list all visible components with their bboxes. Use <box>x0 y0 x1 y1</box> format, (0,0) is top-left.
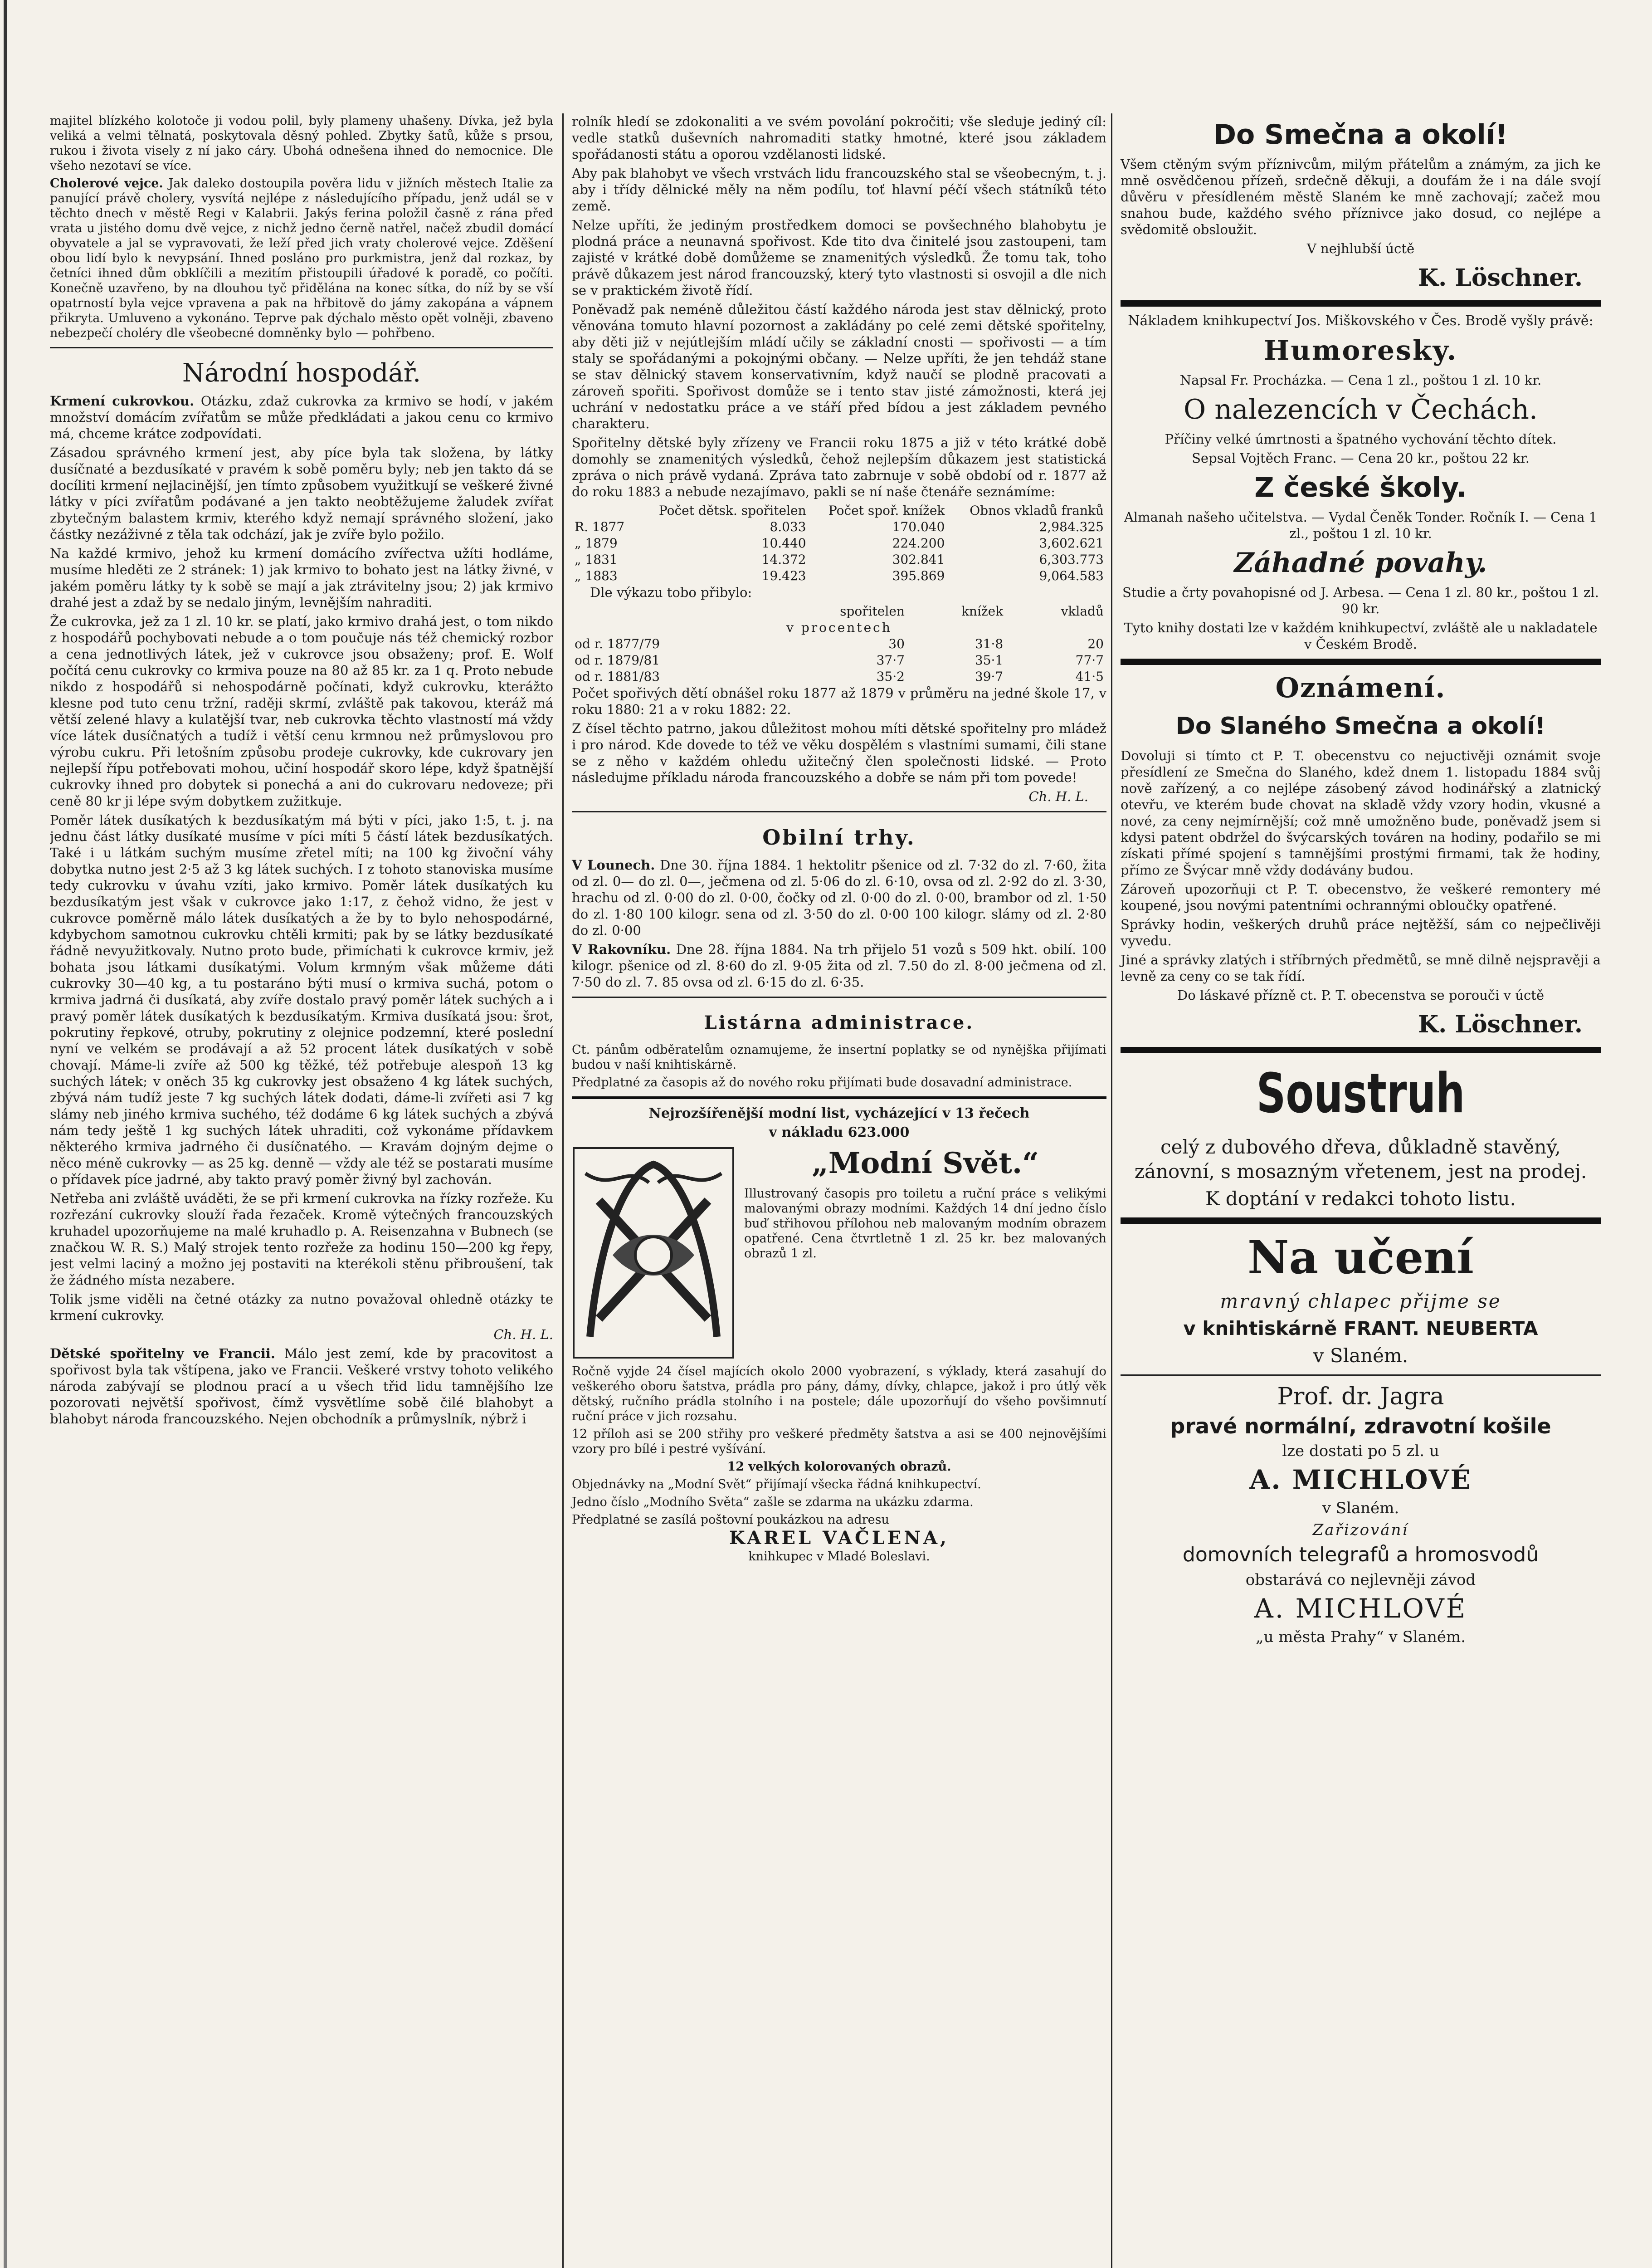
paragraph: Předplatné za časopis až do nového roku přijímati bude dosavadní administrace. <box>572 1075 1072 1090</box>
signature: Ch. H. L. <box>1028 789 1088 804</box>
column-left <box>50 113 553 2268</box>
ad-uceni-line: v Slaném. <box>1313 1344 1408 1367</box>
paragraph: Správky hodin, veškerých druhů práce nejtěžší, sám co nejpečlivěji vyvedu. <box>1121 917 1601 948</box>
article-krmeni-text: Otázku, zdaž cukrovka za krmivo se hodí, v jakém množství domácím zvířatům se může předkládati a jakou cenu co krmivo má, chceme krátce zodpovídati. <box>50 393 553 441</box>
ad-tel-line: domovních telegrafů a hromosvodů <box>1182 1543 1539 1566</box>
book-title: Z české školy. <box>1254 472 1467 503</box>
divider <box>1121 300 1601 307</box>
ad-soustruh-contact: K doptání v redakci tohoto listu. <box>1205 1188 1516 1210</box>
announcement-title: Oznámení. <box>1275 672 1446 704</box>
divider <box>572 811 1106 812</box>
table-cell: 31·8 <box>975 636 1004 651</box>
paragraph: Z čísel těchto patrno, jakou důležitost mohou míti dětské spořitelny pro mládež i pro národ. Kde dovede to též ve věku dospělém s vlastními sumami, čili stane se z něho v každém ohledu užitečný člen společnosti lidské. — Proto následujme příkladu národa francouzského a dobře se nám při tom povede! <box>572 721 1106 785</box>
table-cell: 224.200 <box>892 536 945 551</box>
ad-close: V nejhlubší úctě <box>1306 241 1415 256</box>
ad-kosile-line: Prof. dr. Jagra <box>1277 1383 1444 1410</box>
table-cell: 10.440 <box>761 536 806 551</box>
divider <box>50 347 553 348</box>
table-header-row <box>572 603 1106 620</box>
table-cell: „ 1831 <box>575 552 618 567</box>
table-cell: 2,984.325 <box>1039 519 1104 534</box>
table-row <box>572 568 1106 584</box>
divider <box>1121 1047 1601 1053</box>
table-cell: 8.033 <box>770 519 806 534</box>
ad-tel-shop: A. MICHLOVÉ <box>1254 1593 1467 1624</box>
table-cell: 20 <box>1087 636 1104 651</box>
table-row <box>572 669 1106 685</box>
page-edge-shadow <box>4 0 7 2268</box>
table-cell: 41·5 <box>1075 669 1104 684</box>
table-header: Počet spoř. knížek <box>828 503 945 518</box>
table-cell: 37·7 <box>876 653 905 668</box>
paragraph: Všem ctěným svým příznivcům, milým přátelům a známým, za jich ke mně osvědčenou přízeň, srdečně děkuji, a doufám že i na dále svojí důvěru v přesídleném městě Slaném ke mně zachovají; začež mou snahou bude, každého svého příznivce jako dosud, co nejlépe a svědomitě obsloužit. <box>1121 156 1601 237</box>
table-cell: 35·1 <box>975 653 1004 668</box>
divider <box>1121 1217 1601 1224</box>
article-sporitelny-lead: Dětské spořitelny ve Francii. <box>50 1346 275 1361</box>
table-header: Obnos vkladů franků <box>970 503 1104 518</box>
divider <box>572 1096 1106 1099</box>
book-title: O nalezencích v Čechách. <box>1184 394 1538 425</box>
book-info: Tyto knihy dostati lze v každém knihkupectví, zvláště ale u nakladatele v Českém Brodě. <box>1124 620 1598 652</box>
ad-books-intro: Nákladem knihkupectví Jos. Miškovského v Čes. Brodě vyšly právě: <box>1128 313 1594 329</box>
stats-table-growth <box>572 603 1106 685</box>
section-title-listarna: Listárna administrace. <box>704 1012 975 1033</box>
ad-modni-publisher: KAREL VAČLENA, <box>729 1527 949 1549</box>
market-louny-text: Dne 30. října 1884. 1 hektolitr pšenice od zl. 7·32 do zl. 7·60, žita od zl. 0— do zl. 0—, ječmena od zl. 5·06 do zl. 6·10, ovsa od zl. 2·92 do zl. 3·30, hrachu od zl. 0·00 do zl. 0·00, čočky od zl. 0·00 do zl. 0·00, brambor od zl. 1·50 do zl. 1·80 100 kilogr. sena od zl. 3·50 do zl. 0·00 100 kilogr. slámy od zl. 2·80 do zl. 0·00 <box>572 857 1106 938</box>
table-cell: 14.372 <box>761 552 806 567</box>
ad-modni-title: „Modní Svět.“ <box>812 1146 1039 1180</box>
paragraph: Na každé krmivo, jehož ku krmení domácího zvířectva užíti hodláme, musíme hleděti ze 2 stránek: 1) jak krmivo to bohato jest na látky živné, v jakém poměru látky ty k sobě se mají a jak ztrávitelny jsou; 2) jak krmivo drahé jest a zdaž by se nedalo jiným, levnějším nahraditi. <box>50 546 553 610</box>
market-rakovnik <box>572 941 1106 990</box>
article-cholera-lead: Cholerové vejce. <box>50 176 163 191</box>
ad-slany-title: Do Slaného Smečna a okolí! <box>1175 713 1546 740</box>
paragraph: Aby pak blahobyt ve všech vrstvách lidu francouzského stal se všeobecným, t. j. aby i třídy dělnické měly na něm podílu, toť hlavní péčí všech státníků této země. <box>572 166 1106 214</box>
book-info: Sepsal Vojtěch Franc. — Cena 20 kr., poštou 22 kr. <box>1192 450 1530 466</box>
paragraph: Tolik jsme viděli na četné otázky za nutno považoval ohledně otázky te krmení cukrovky. <box>50 1291 553 1323</box>
table-subheader-row <box>572 620 1106 636</box>
paragraph: Jedno číslo „Modního Světa“ zašle se zdarma na ukázku zdarma. <box>572 1495 974 1509</box>
ad-modni-publisher-sub: knihkupec v Mladé Boleslavi. <box>748 1549 930 1564</box>
table-header: knížek <box>961 604 1004 619</box>
paragraph: 12 příloh asi se 200 střihy pro veškeré předměty šatstva a asi se 400 nejnovějšími vzory pro bílé i pestré vyšívání. <box>572 1427 1106 1456</box>
table-subheader: v procentech <box>786 620 892 635</box>
paragraph: Jiné a správky zlatých i stříbrných předmětů, se mně dilně nejspravěji a levně za ceny co se tak řídí. <box>1121 952 1601 984</box>
article-krmeni <box>50 393 553 442</box>
table-row <box>572 552 1106 568</box>
ad-smecno-title: Do Smečna a okolí! <box>1213 119 1508 151</box>
book-info: Příčiny velké úmrtnosti a špatného vychování těchto dítek. <box>1165 431 1557 447</box>
section-title-trhy: Obilní trhy. <box>762 825 916 850</box>
paragraph: 12 velkých kolorovaných obrazů. <box>727 1460 951 1474</box>
ad-kosile-town: v Slaném. <box>1322 1499 1399 1517</box>
table-cell: 77·7 <box>1075 653 1104 668</box>
modni-svet-logo <box>572 1146 735 1359</box>
table-header <box>572 503 635 519</box>
divider <box>572 997 1106 998</box>
book-title: Humoresky. <box>1263 335 1458 367</box>
table-cell: 35·2 <box>876 669 905 684</box>
ad-signature: K. Löschner. <box>1418 264 1583 292</box>
ad-kosile-shop: A. MICHLOVÉ <box>1249 1464 1472 1495</box>
paragraph: Počet spořivých dětí obnášel roku 1877 až 1879 v průměru na jedné škole 17, v roku 1880: 21 a v roku 1882: 22. <box>572 685 1106 717</box>
paragraph: Zároveň upozorňuji ct P. T. obecenstvo, že veškeré remontery mé koupené, jsou novými patentními ochrannými obloučky opatřené. <box>1121 881 1601 913</box>
paragraph: Objednávky na „Modní Svět“ přijímají všecka řádná knihkupectví. <box>572 1477 981 1491</box>
table-header <box>572 603 761 620</box>
signature: Ch. H. L. <box>493 1327 553 1342</box>
ad-kosile-line: lze dostati po 5 zl. u <box>1282 1442 1439 1460</box>
divider <box>1121 1374 1601 1376</box>
book-info: Napsal Fr. Procházka. — Cena 1 zl., poštou 1 zl. 10 kr. <box>1179 372 1542 388</box>
book-info: Almanah našeho učitelstva. — Vydal Čeněk Tonder. Ročník I. — Cena 1 zl., poštou 1 zl. 10 kr. <box>1124 509 1598 541</box>
paragraph: Netřeba ani zvláště uváděti, že se při krmení cukrovka na řízky rozřeže. Ku rozřezání cukrovky slouží řada řezaček. Kromě výtečných francouzských kruhadel upozorňujeme na malé kruhadlo p. A. Reisenzahna v Bubnech (se značkou W. R. S.) Malý strojek tento rozřeže za hodinu 150—200 kg řepy, jest velmi laciný a možno jej postaviti na kterékoli stěnu přibroušení, tak že žádného místa nezabere. <box>50 1191 553 1288</box>
table-cell: 3,602.621 <box>1039 536 1104 551</box>
book-info: Studie a črty povahopisné od J. Arbesa. — Cena 1 zl. 80 kr., poštou 1 zl. 90 kr. <box>1122 585 1599 616</box>
paragraph: Poměr látek dusíkatých k bezdusíkatým má býti v píci, jako 1:5, t. j. na jednu část látky dusíkaté musíme v píci míti 5 částí látek bezdusíkatých. Také i u látkám suchým musíme zřetel míti; na 100 kg živoční váhy dobytka nutno jest 2·5 až 3 kg látek suchých. I z tohoto stanoviska musíme tedy cukrovku v úvahu vzíti, jako krmivo. Poměr látek dusíkatých ku bezdusíkatým jest však v cukrovce jako 1:17, z čehož vidno, že jest v cukrovce poměrně málo látek dusíkatých a že by to bylo nehospodárné, kdybychom samotnou cukrovku chtěli krmiti; pak by se látky bezdusíkaté řádně nevyužitkovaly. Nutno proto bude, přimíchati k cukrovce krmiv, jež bohata jsou látkami dusíkatými. Volum krmným však můžeme dáti cukrovky 30—40 kg, a tu postaráno býti musí o krmiva suchá, potom o krmiva jadrná či dusíkatá, aby zvíře dostalo pravý poměr látek suchých a i pravý poměr látek dusíkatých k bezdusíkatým. Krmiva dusíkatá jsou: šrot, pokrutiny řepkové, otruby, pokrutiny z olejnice podzemní, které poslední nyní ve velkém se prodávají a až 52 procent látek dusíkatých v sobě chovají. Máme-li zvíře až 500 kg těžké, též potřebuje alespoň 13 kg suchých látek; v oněch 35 kg cukrovky jest obsaženo 4 kg látek suchých, zbývá nám tudíž jeste 7 kg suchých látek dodati, dáme-li zvířeti asi 7 kg slámy neb jiného krmiva suchého, též dodáme 6 kg látek suchých a zbývá nám tedy ještě 1 kg suchých látek uhraditi, což vykonáme přídavkem některého krmiva jadrného či dusíčnatého. — Kravám dojným dejme o něco méně cukrovky — as 25 kg. denně — vždy ale též se postarati musíme o přídavek píce jadrné, aby takto pravý poměr živný byl zachován. <box>50 812 553 1187</box>
table-header: spořitelen <box>840 604 905 619</box>
paragraph: Spořitelny dětské byly zřízeny ve Francii roku 1875 a již v této krátké době domohly se znamenitých výsledků, čehož nejlepším důkazem jest statistická zpráva o nich právě vydaná. Zpráva tato zabrnuje v sobě období od r. 1877 až do roku 1883 a nebude nezajímavo, pakli se ní naše čtenáře seznámíme: <box>572 435 1106 499</box>
table-cell: od r. 1881/83 <box>575 669 660 684</box>
table-cell: „ 1879 <box>575 536 618 551</box>
column-right <box>1111 113 1601 2268</box>
market-louny-lead: V Lounech. <box>572 857 655 873</box>
table-cell: „ 1883 <box>575 568 618 583</box>
table-header: vkladů <box>1061 604 1104 619</box>
section-title-hospodar: Národní hospodář. <box>182 358 421 388</box>
column-middle <box>562 113 1106 2268</box>
article-sporitelny <box>50 1345 553 1427</box>
paragraph: Ct. pánům odběratelům oznamujeme, že insertní poplatky se od nynějška přijímati budou v naší knihtiskárně. <box>572 1043 1106 1072</box>
ad-uceni-line: v knihtiskárně FRANT. NEUBERTA <box>1183 1317 1538 1339</box>
table-intro: Dle výkazu tobo přibylo: <box>590 585 752 600</box>
paragraph: Že cukrovka, jež za 1 zl. 10 kr. se platí, jako krmivo drahá jest, o tom nikdo z hospodářů pochybovati nebude a o tom poučuje nás též chemický rozbor a cena jednotlivých látek, jež v cukrovce jsou obsaženy; prof. E. Wolf počítá cenu cukrovky co krmiva pouze na 80 až 85 kr. za 1 q. Proto nebude nikdo z hospodářů si nehospodárně počínati, když cukrovku, kterážto klesne pod tuto cenu tržní, raději skrmí, zvláště pak takovou, kteráž má větší zelené hlavy a kulatější tvar, neb cukrovka těchto vlastností má vždy více látek dusíčnatých a tudíž i větší cenu krmnou než průmyslovou pro výrobu cukru. Při letošním způsobu prodeje cukrovky, kde cukrovary jen nejlepší řípu potřebovati mohou, učiní hospodář skoro lépe, když špatnější cukrovky ihned pro dobytek si ponechá a ani do cukrovaru nedoveze; při ceně 80 kr ji lépe svým dobytkem zužitkuje. <box>50 614 553 809</box>
paragraph: Do láskavé přízně ct. P. T. obecenstva se porouči v úctě <box>1177 987 1544 1003</box>
table-cell: R. 1877 <box>575 519 625 534</box>
market-rakovnik-lead: V Rakovníku. <box>572 942 671 957</box>
ad-signature: K. Löschner. <box>1418 1011 1583 1038</box>
ad-tel-head: Zařizování <box>1312 1521 1409 1539</box>
market-rakovnik-text: Dne 28. října 1884. Na trh přijelo 51 vozů s 509 hkt. obilí. 100 kilogr. pšenice od zl. 8·60 do zl. 9·05 žita od zl. 7.50 do zl. 8·00 ječmena od zl. 7·50 do zl. 7. 85 ovsa od zl. 6·15 do zl. 6·35. <box>572 942 1106 990</box>
ad-uceni-title: Na učení <box>1248 1231 1474 1284</box>
table-cell: 170.040 <box>892 519 945 534</box>
article-sporitelny-text: Málo jest zemí, kde by pracovitost a spořivost byla tak vštípena, jako ve Francii. Veškeré vrstvy tohoto velikého národa zabývají se plodnou prací a u všech třid lidu tamnějšího lze pozorovati největší spořivost, čímž vysvětlíme sobě čilé blahobyt a blahobyt národa francouzského. Nejen obchodník a průmyslník, nýbrž i <box>50 1346 553 1427</box>
article-cholera-text: Jak daleko dostoupila pověra lidu v jižních městech Italie za panující právě cholery, vysvítá nejlépe z následujícího případu, jenž udál se v těchto dnech v městě Regi v Kalabrii. Jakýs ferina položil časně z rána před vrata u jistého domu dvě vejce, z nichž jedno černě natřel, načež zbudil domácí obyvatele a jal se vypravovati, že leží před jich vraty cholerové vejce. Zděšení obou lidí bylo k nevypsání. Ihned posláno pro purkmistra, jenž dal rozkaz, by četníci ihned dům obklíčili a mezitím přistoupili úřadové k poradě, co počíti. Konečně uzavřeno, by na dlouhou tyč přidělána na konec sítka, do níž by se vší opatrností byla vejce vpravena a pak na hřbitově do jámy zakopána a vápnem přikryta. Umluveno a vykonáno. Teprve pak dýchalo město opět volněji, zbaveno nebezpečí choléry dle všeobecné domněnky bylo — pohřbeno. <box>50 176 553 340</box>
paragraph: Nelze upříti, že jediným prostředkem domoci se povšechného blahobytu je plodná práce a neunavná spořivost. Kde tito dva činitelé jsou zastoupeni, tam zajisté v krátké době domůžeme se znamenitých výsledků. Že tomu tak, toho právě důkazem jest národ francouzský, který tyto vlastnosti si osvojil a dle nich se v praktickém životě řídí. <box>572 217 1106 298</box>
article-cholera <box>50 176 553 341</box>
ad-tel-address: „u města Prahy“ v Slaném. <box>1255 1628 1466 1646</box>
table-cell: 9,064.583 <box>1039 568 1104 583</box>
table-row <box>572 652 1106 669</box>
table-cell: 30 <box>888 636 905 651</box>
ad-kosile-line: pravé normální, zdravotní košile <box>1170 1414 1551 1438</box>
ad-modni-circulation: v nákladu 623.000 <box>769 1124 910 1140</box>
paragraph: Předplatné se zasílá poštovní poukázkou na adresu <box>572 1513 889 1527</box>
stats-table-savings <box>572 503 1106 584</box>
ad-uceni-line: mravný chlapec přijme se <box>1220 1290 1501 1312</box>
table-row <box>572 636 1106 652</box>
table-cell: od r. 1877/79 <box>575 636 660 651</box>
paragraph: Illustrovaný časopis pro toiletu a ruční práce s velikými malovanými obrazy modními. Každých 14 dní jedno číslo buď střihovou přílohou neb malovaným modním obrazem opatřené. Cena čtvrtletně 1 zl. 25 kr. bez malovaných obrazů 1 zl. <box>744 1187 1106 1261</box>
table-cell: od r. 1879/81 <box>575 653 660 668</box>
ad-soustruh-title: Soustruh <box>1256 1062 1465 1125</box>
paragraph: Poněvadž pak neméně důležitou částí každého národa jest stav dělnický, proto věnována tomuto hlavní pozornost a zakládány po celé zemi dětské spořitelny, aby děti již v nejútlejším mládí učily se základní cnosti — spořivosti — a tím staly se spořádanými a pokojnými občany. — Nelze upříti, že jen tehdáž stane se stav dělnický stavem konservativním, když naučí se plodně pracovati a zároveň spořiti. Spořivost domůže se i tento stav jisté zámožnosti, která jej uchrání v nedostatku práce a ve stáří před bídou a jest základem pevného charakteru. <box>572 302 1106 431</box>
paragraph: rolník hledí se zdokonaliti a ve svém povolání pokročiti; vše sleduje jediný cíl: vedle statků duševních nahromaditi statky hmotné, které jsou základem spořádanosti státu a oporou vzdělanosti lidské. <box>572 114 1106 162</box>
ad-tel-line: obstarává co nejlevněji závod <box>1245 1571 1476 1589</box>
paragraph: Zásadou správného krmení jest, aby píce byla tak složena, by látky dusíčnaté a bezdusíkaté v pravém k sobě poměru byly; neb jen takto dá se docíliti krmení nejlacinější, jen tímto způsobem využitkují se veškeré živné látky v píci zvířatům podávané a jen takto neobtěžujeme žaludek zvířat zbytečným balastem krmiv, kterého když nemají správného složení, jako částky nezáživné z těla tak odchází, jak je zvíře bylo požilo. <box>50 445 553 542</box>
table-cell: 6,303.773 <box>1039 552 1104 567</box>
table-row <box>572 519 1106 535</box>
modni-svet-logo-icon <box>572 1146 735 1359</box>
market-louny <box>572 857 1106 938</box>
book-title: Záhadné povahy. <box>1234 547 1487 579</box>
table-cell: 19.423 <box>761 568 806 583</box>
table-header: Počet dětsk. spořitelen <box>658 503 806 518</box>
table-header-row <box>572 503 1106 519</box>
ad-modni-header: Nejrozšířenější modní list, vycházející v 13 řečech <box>648 1105 1030 1121</box>
table-cell: 395.869 <box>892 568 945 583</box>
newspaper-page <box>50 113 1601 2268</box>
ad-soustruh-text: celý z dubového dřeva, důkladně stavěný, zánovní, s mosazným vřetenem, jest na prodej. <box>1134 1136 1587 1183</box>
divider <box>1121 659 1601 665</box>
article-continuation: majitel blízkého kolotoče ji vodou polil, byly plameny uhašeny. Dívka, jež byla veliká a velmi tělnatá, poskytovala děsný pohled. Zbytky šatů, kůže s prsou, rukou i života visely z ní jako cáry. Ubohá odnešena ihned do nemocnice. Dle všeho nezotaví se více. <box>50 114 553 173</box>
paragraph: Ročně vyjde 24 čísel majících okolo 2000 vyobrazení, s výklady, která zasahují do veškerého oboru šatstva, prádla pro pány, dámy, dívky, chlapce, jakož i pro útlý věk dětský, ručního prádla stolního i na postele; dále upozorňují do všeho povšimnutí ruční práce v jich rozsahu. <box>572 1364 1106 1423</box>
table-row <box>572 535 1106 552</box>
table-cell: 302.841 <box>892 552 945 567</box>
table-cell: 39·7 <box>975 669 1004 684</box>
article-krmeni-lead: Krmení cukrovkou. <box>50 393 195 409</box>
paragraph: Dovoluji si tímto ct P. T. obecenstvu co nejuctivěji oznámit svoje přesídlení ze Smečna do Slaného, kdež dnem 1. listopadu 1884 svůj nově zařízený, a co nejlépe zásobený závod hodinářský a zlatnický otevřu, ve kterém bude chovat na skladě vždy vzory hodin, vkusné a nové, za ceny nejmírnější; což mně umožněno bude, poněvadž jsem si kdysi patent obdržel do švýcarských továren na hodiny, podařilo se mi získati přímé spojení s tamnějšími prostými firmami, tak že hodiny, přímo ze Švýcar mně vždy dodávány budou. <box>1121 748 1601 878</box>
